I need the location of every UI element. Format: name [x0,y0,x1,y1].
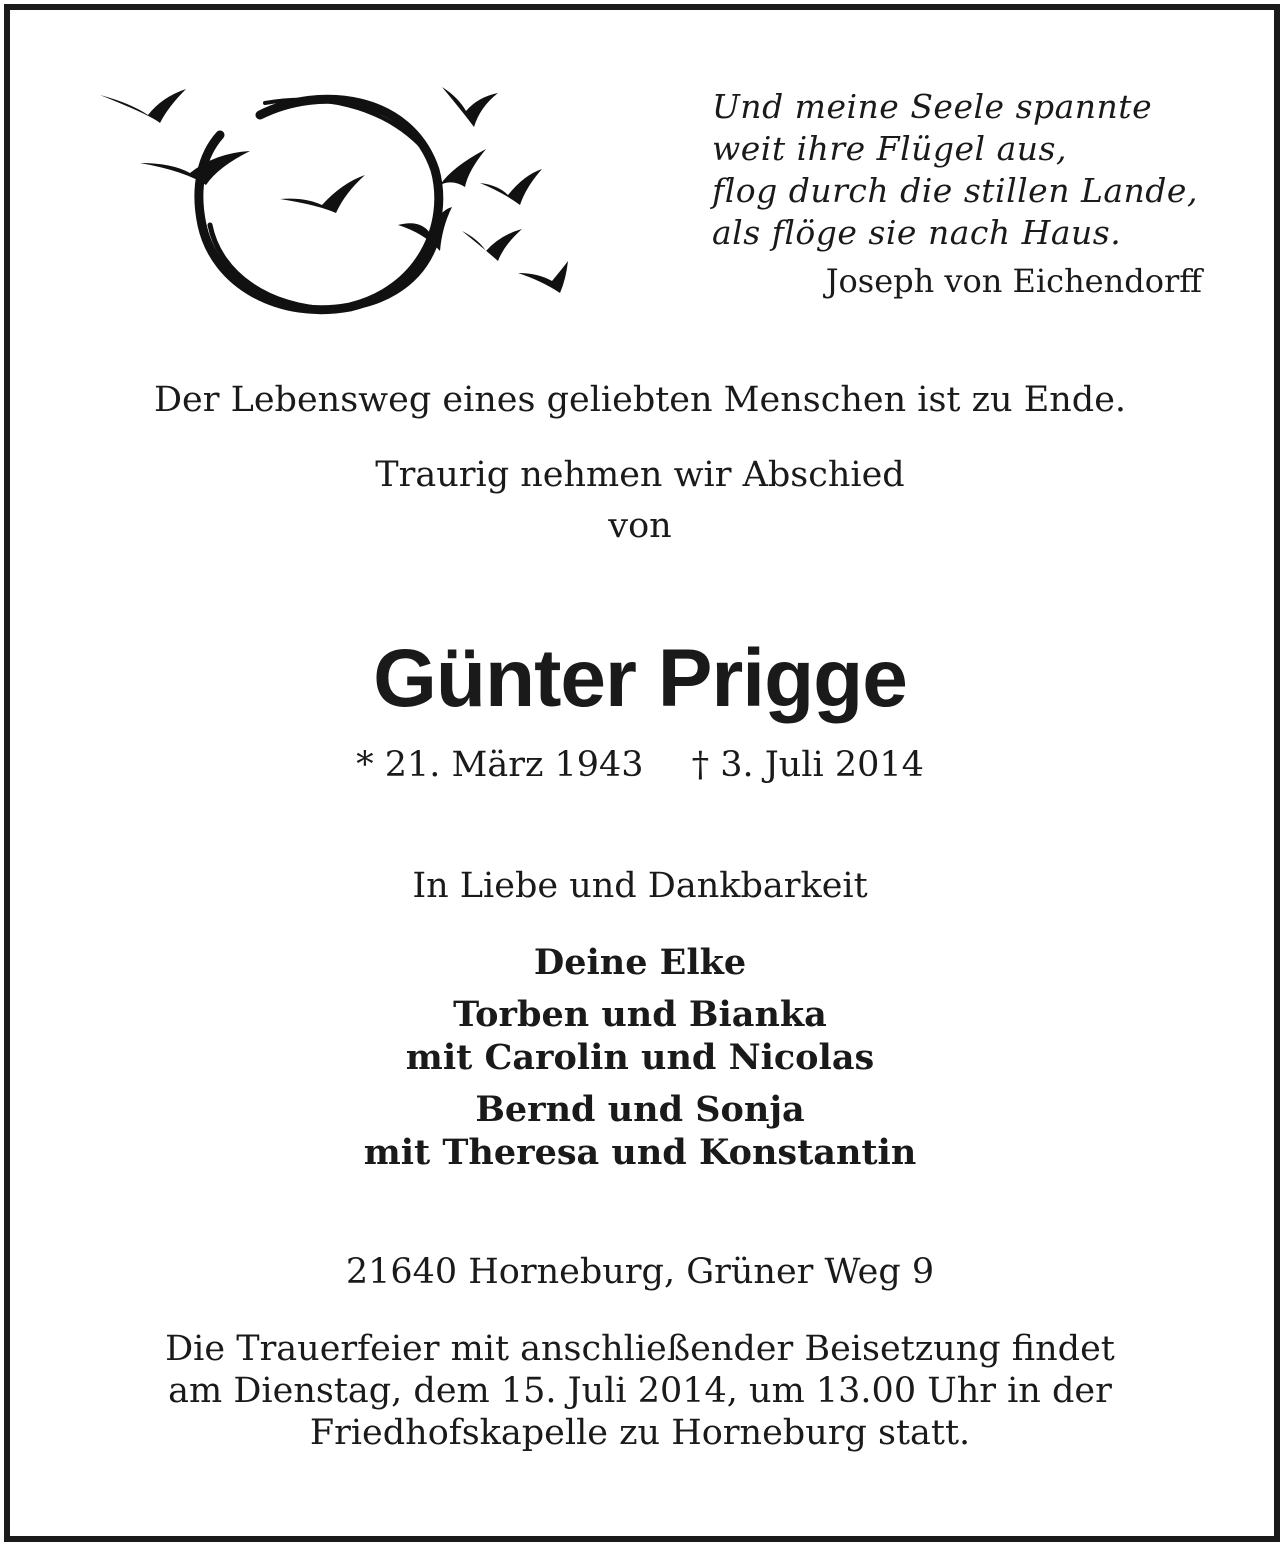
family-line: Deine Elke [533,942,747,983]
poem-line: Und meine Seele spannte [712,87,1153,126]
ceremony-line: Die Trauerfeier mit anschließender Beisetzung findet [165,1329,1115,1369]
death-date: † 3. Juli 2014 [691,745,924,785]
poem-author: Joseph von Eichendorff [825,262,1202,300]
moon-with-birds-icon [90,75,590,325]
ceremony-line: Friedhofskapelle zu Horneburg statt. [309,1413,971,1453]
poem-line: flog durch die stillen Lande, [712,171,1198,210]
family-line: mit Carolin und Nicolas [405,1037,875,1078]
family-line: Torben und Bianka [453,994,827,1035]
family-line: Bernd und Sonja [475,1089,805,1130]
poem-line: als flöge sie nach Haus. [712,213,1122,252]
farewell-line: von [608,506,672,546]
deceased-name: Günter Prigge [373,633,907,724]
family-line: mit Theresa und Konstantin [363,1132,917,1173]
life-dates [0,745,1280,785]
ceremony-info [0,1328,1280,1454]
birth-date: * 21. März 1943 [356,745,644,785]
thanks-text: In Liebe und Dankbarkeit [412,866,868,906]
poem-line: weit ihre Flügel aus, [712,129,1067,168]
intro-text: Der Lebensweg eines geliebten Menschen ist zu Ende. [153,380,1127,420]
farewell-line: Traurig nehmen wir Abschied [375,455,905,495]
ceremony-line: am Dienstag, dem 15. Juli 2014, um 13.00 Uhr in der [168,1371,1112,1411]
address: 21640 Horneburg, Grüner Weg 9 [345,1252,935,1292]
poem [712,86,1198,254]
